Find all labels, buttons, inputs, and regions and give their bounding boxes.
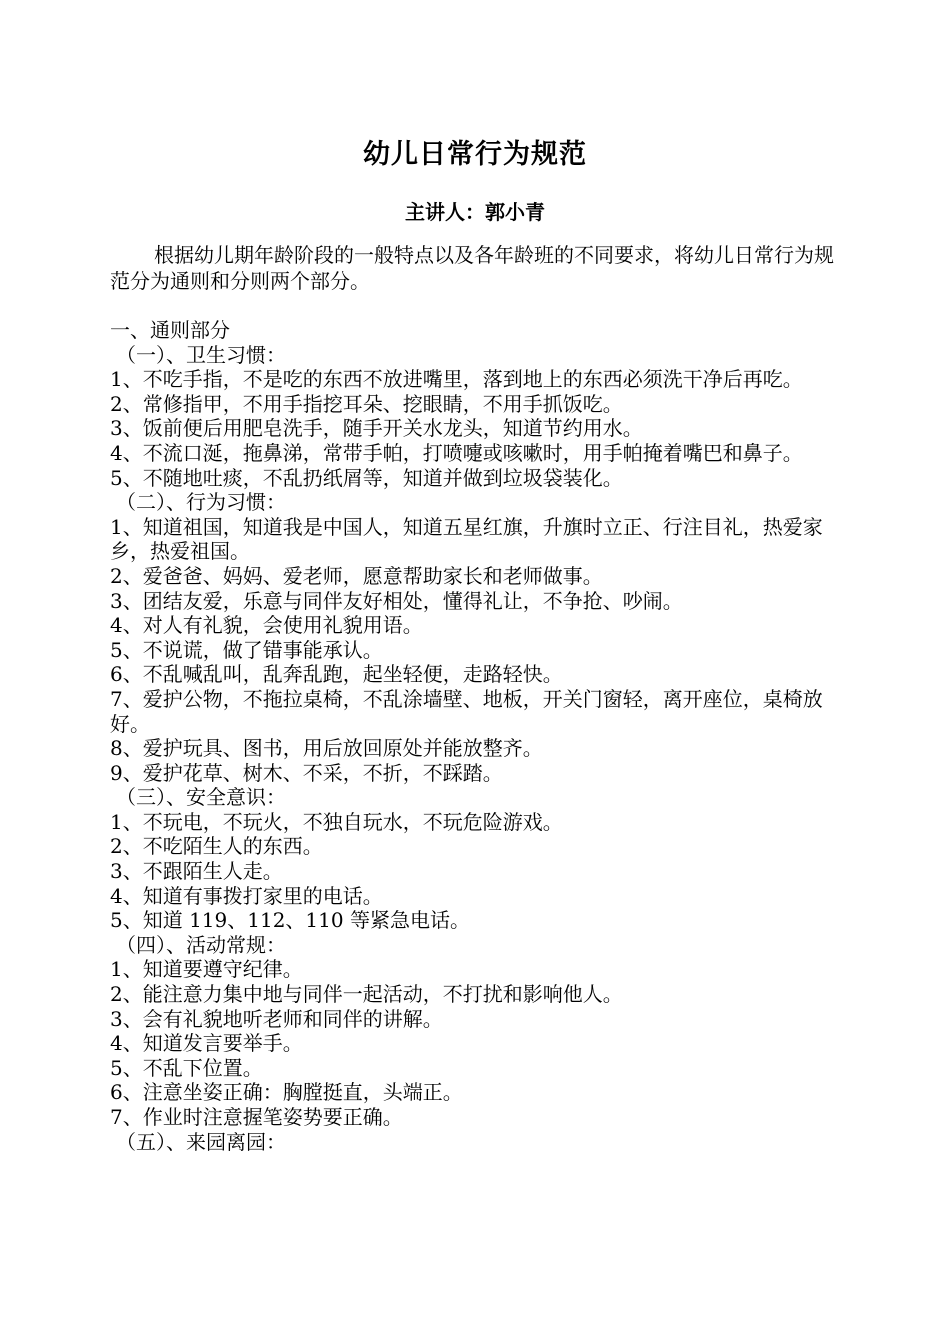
list-item: 4、对人有礼貌，会使用礼貌用语。 <box>110 613 423 638</box>
section-heading: （三）、安全意识： <box>116 785 286 810</box>
list-item: 6、不乱喊乱叫，乱奔乱跑，起坐轻便，走路轻快。 <box>110 662 563 687</box>
list-item: 2、爱爸爸、妈妈、爱老师，愿意帮助家长和老师做事。 <box>110 563 603 588</box>
list-item: 4、知道有事拨打家里的电话。 <box>110 883 383 908</box>
list-item: 4、不流口涎，拖鼻涕，常带手帕，打喷嚏或咳嗽时，用手帕掩着嘴巴和鼻子。 <box>110 440 803 465</box>
list-item: 7、作业时注意握笔姿势要正确。 <box>110 1105 403 1129</box>
body-content <box>110 315 843 1154</box>
list-item: 2、能注意力集中地与同伴一起活动，不打扰和影响他人。 <box>110 982 623 1007</box>
list-item: 4、知道发言要举手。 <box>110 1031 303 1056</box>
list-item: 1、不吃手指，不是吃的东西不放进嘴里，落到地上的东西必须洗干净后再吃。 <box>110 367 803 392</box>
list-item: 1、知道祖国，知道我是中国人，知道五星红旗，升旗时立正、行注目礼，热爱家乡，热爱祖国。 <box>110 514 823 564</box>
list-item: 3、不跟陌生人走。 <box>110 859 283 884</box>
list-item: 6、注意坐姿正确：胸膛挺直，头端正。 <box>110 1080 463 1105</box>
section-heading: （二）、行为习惯： <box>116 490 286 515</box>
list-item: 5、不随地吐痰，不乱扔纸屑等，知道并做到垃圾袋装化。 <box>110 465 623 490</box>
list-item: 5、不说谎，做了错事能承认。 <box>110 637 383 662</box>
list-item: 2、常修指甲，不用手指挖耳朵、挖眼睛，不用手抓饭吃。 <box>110 391 623 416</box>
list-item: 9、爱护花草、树木、不采，不折，不踩踏。 <box>110 760 503 785</box>
list-item: 1、不玩电，不玩火，不独自玩水，不玩危险游戏。 <box>110 809 563 834</box>
section-heading: （四）、活动常规： <box>116 932 286 957</box>
part-heading: 一、通则部分 <box>110 318 230 342</box>
list-item: 5、知道 119、112、110 等紧急电话。 <box>110 908 470 933</box>
section-heading: （五）、来园离园： <box>116 1129 286 1154</box>
intro-paragraph: 根据幼儿期年龄阶段的一般特点以及各年龄班的不同要求，将幼儿日常行为规范分为通则和分则两个部分。 <box>110 243 834 293</box>
list-item: 2、不吃陌生人的东西。 <box>110 834 323 859</box>
speaker-line: 主讲人：郭小青 <box>405 200 545 224</box>
list-item: 8、爱护玩具、图书，用后放回原处并能放整齐。 <box>110 736 543 761</box>
list-item: 3、会有礼貌地听老师和同伴的讲解。 <box>110 1006 443 1031</box>
list-item: 1、知道要遵守纪律。 <box>110 957 303 982</box>
list-item: 7、爱护公物，不拖拉桌椅，不乱涂墙壁、地板，开关门窗轻，离开座位，桌椅放好。 <box>110 686 823 736</box>
list-item: 3、饭前便后用肥皂洗手，随手开关水龙头，知道节约用水。 <box>110 416 643 441</box>
list-item: 5、不乱下位置。 <box>110 1055 263 1080</box>
section-heading: （一）、卫生习惯： <box>116 342 286 367</box>
list-item: 3、团结友爱，乐意与同伴友好相处，懂得礼让，不争抢、吵闹。 <box>110 588 683 613</box>
document-title: 幼儿日常行为规范 <box>363 139 587 170</box>
